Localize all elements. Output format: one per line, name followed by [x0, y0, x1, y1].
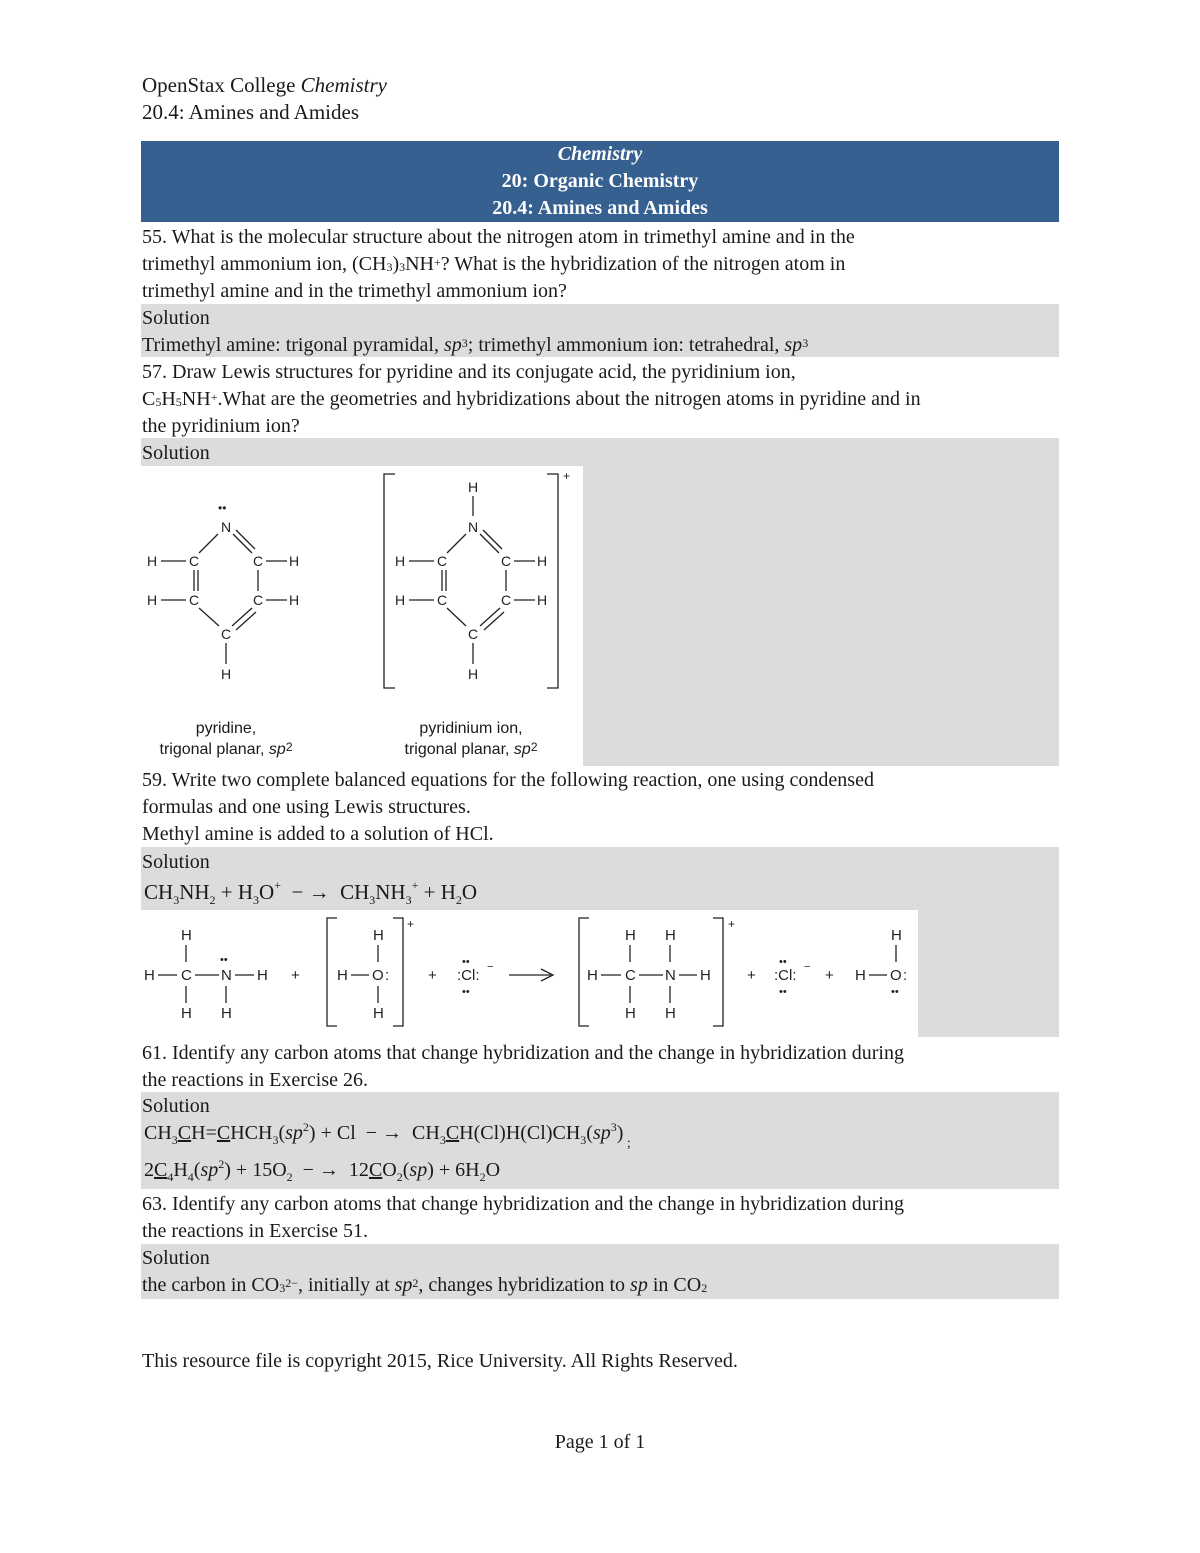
svg-text:H: H	[221, 1005, 232, 1022]
svg-text:C: C	[253, 553, 264, 569]
svg-text:−: −	[487, 961, 494, 973]
svg-text:H: H	[537, 553, 548, 569]
solution-55: Solution Trimethyl amine: trigonal pyramidal, $sp^3$; trimethyl ammonium ion: tetrahedral, $sp^3$	[142, 307, 809, 356]
svg-text:H: H	[587, 967, 598, 984]
question-61: 61. Identify any carbon atoms that change hybridization and the change in hybridization during the reactions in Exercise 26.	[142, 1042, 904, 1091]
svg-text:••: ••	[220, 954, 228, 966]
svg-text:H: H	[700, 967, 711, 984]
solution-63: Solution the carbon in $CO_3^{2-}$, initially at $sp^2$, changes hybridization to sp in $CO_2$	[142, 1247, 708, 1296]
svg-text:H: H	[181, 927, 192, 944]
svg-text::: :	[903, 967, 908, 984]
svg-text:H: H	[221, 666, 232, 682]
lewis-equation-svg	[141, 910, 918, 1037]
banner-subject: Chemistry	[557, 143, 643, 165]
svg-text:N: N	[665, 967, 676, 984]
banner-chapter: 20: Organic Chemistry	[501, 170, 699, 192]
svg-text:O: O	[890, 967, 902, 984]
svg-text:••: ••	[218, 501, 227, 515]
svg-text:H: H	[144, 967, 155, 984]
source-line: OpenStax College Chemistry	[142, 73, 387, 97]
question-55: 55. What is the molecular structure about the nitrogen atom in trimethyl amine and in the trimethyl ammonium ion, $(CH_3)_3NH^+$? What is the hybridization of the nitrogen atom in trimethyl amine and in the trimethyl ammonium ion?	[142, 226, 855, 302]
svg-text:+: +	[428, 967, 437, 984]
svg-text:H: H	[289, 592, 300, 608]
svg-text:H: H	[257, 967, 268, 984]
svg-text:H: H	[468, 666, 479, 682]
copyright-notice: This resource file is copyright 2015, Rice University. All Rights Reserved.	[142, 1350, 738, 1372]
equation-61-a: $CH_3CH=CHCH_3(sp^2) + Cl$ − → $CH_3CH(Cl)H(Cl)CH_3(sp^3)$ $_;$	[144, 1120, 631, 1151]
svg-text:+: +	[291, 967, 300, 984]
banner-section: 20.4: Amines and Amides	[492, 197, 708, 219]
question-57: 57. Draw Lewis structures for pyridine and its conjugate acid, the pyridinium ion, $C_5H_5NH^+.What$ are the geometries and hybridizations about the nitrogen atoms in pyridine and in the pyridinium ion?	[142, 361, 921, 437]
svg-text:N: N	[221, 519, 232, 535]
svg-text:••: ••	[891, 986, 899, 998]
section-line: 20.4: Amines and Amides	[142, 100, 359, 124]
svg-text:H: H	[625, 1005, 636, 1022]
solution-57-label: Solution	[142, 442, 210, 464]
svg-text:H: H	[373, 1005, 384, 1022]
question-63: 63. Identify any carbon atoms that change hybridization and the change in hybridization during the reactions in Exercise 51.	[142, 1193, 904, 1242]
svg-text:H: H	[373, 927, 384, 944]
equation-59-lewis	[141, 910, 918, 1037]
svg-text:H: H	[147, 553, 158, 569]
svg-text:C: C	[437, 592, 448, 608]
page-number: Page 1 of 1	[554, 1431, 646, 1453]
svg-text:H: H	[289, 553, 300, 569]
svg-text:C: C	[189, 553, 200, 569]
pyridine-figure	[141, 466, 583, 766]
svg-text:H: H	[181, 1005, 192, 1022]
svg-text:C: C	[437, 553, 448, 569]
svg-text:H: H	[468, 479, 479, 495]
svg-text:C: C	[625, 967, 636, 984]
equation-59-condensed: $CH_3NH_2 + H_3O^+$ − → $CH_3NH_3^+ + H_2O$	[144, 878, 478, 907]
svg-text:C: C	[253, 592, 264, 608]
svg-text:C: C	[189, 592, 200, 608]
svg-text:+: +	[747, 967, 756, 984]
svg-text:O: O	[372, 967, 384, 984]
svg-text:C: C	[501, 592, 512, 608]
solution-59-label: Solution	[142, 851, 210, 873]
document-header	[142, 72, 387, 126]
svg-text:C: C	[501, 553, 512, 569]
solution-61-label: Solution	[142, 1095, 210, 1117]
svg-text:H: H	[855, 967, 866, 984]
svg-text:C: C	[221, 626, 232, 642]
svg-text:H: H	[665, 1005, 676, 1022]
svg-text::: :	[385, 967, 390, 984]
svg-text:H: H	[395, 592, 406, 608]
question-59: 59. Write two complete balanced equations for the following reaction, one using condensed formulas and one using Lewis structures. Methyl amine is added to a solution of HCl.	[142, 769, 874, 845]
svg-text:C: C	[181, 967, 192, 984]
svg-text:••: ••	[779, 956, 787, 968]
svg-text:H: H	[395, 553, 406, 569]
svg-text:+: +	[728, 917, 736, 931]
svg-text:••: ••	[779, 986, 787, 998]
equation-61-b: $2C_4H_4(sp^2) + 15O_2$ − → $12CO_2(sp) + 6H_2O$	[144, 1157, 501, 1184]
svg-text::Cl:: :Cl:	[457, 967, 480, 984]
svg-text:+: +	[407, 917, 415, 931]
svg-text:H: H	[891, 927, 902, 944]
svg-text:H: H	[147, 592, 158, 608]
svg-text:••: ••	[462, 986, 470, 998]
pyridine-caption: pyridine, trigonal planar, $sp^2$	[159, 720, 293, 758]
svg-text:••: ••	[462, 956, 470, 968]
svg-text:N: N	[468, 519, 479, 535]
svg-text:N: N	[221, 967, 232, 984]
svg-text:+: +	[825, 967, 834, 984]
svg-text:H: H	[537, 592, 548, 608]
svg-text:−: −	[804, 961, 811, 973]
title-banner	[141, 141, 1059, 222]
svg-text:+: +	[563, 469, 571, 483]
svg-text::Cl:: :Cl:	[774, 967, 797, 984]
svg-text:H: H	[337, 967, 348, 984]
svg-text:H: H	[625, 927, 636, 944]
pyridinium-caption: pyridinium ion, trigonal planar, $sp^2$	[404, 720, 538, 758]
svg-text:C: C	[468, 626, 479, 642]
svg-text:H: H	[665, 927, 676, 944]
